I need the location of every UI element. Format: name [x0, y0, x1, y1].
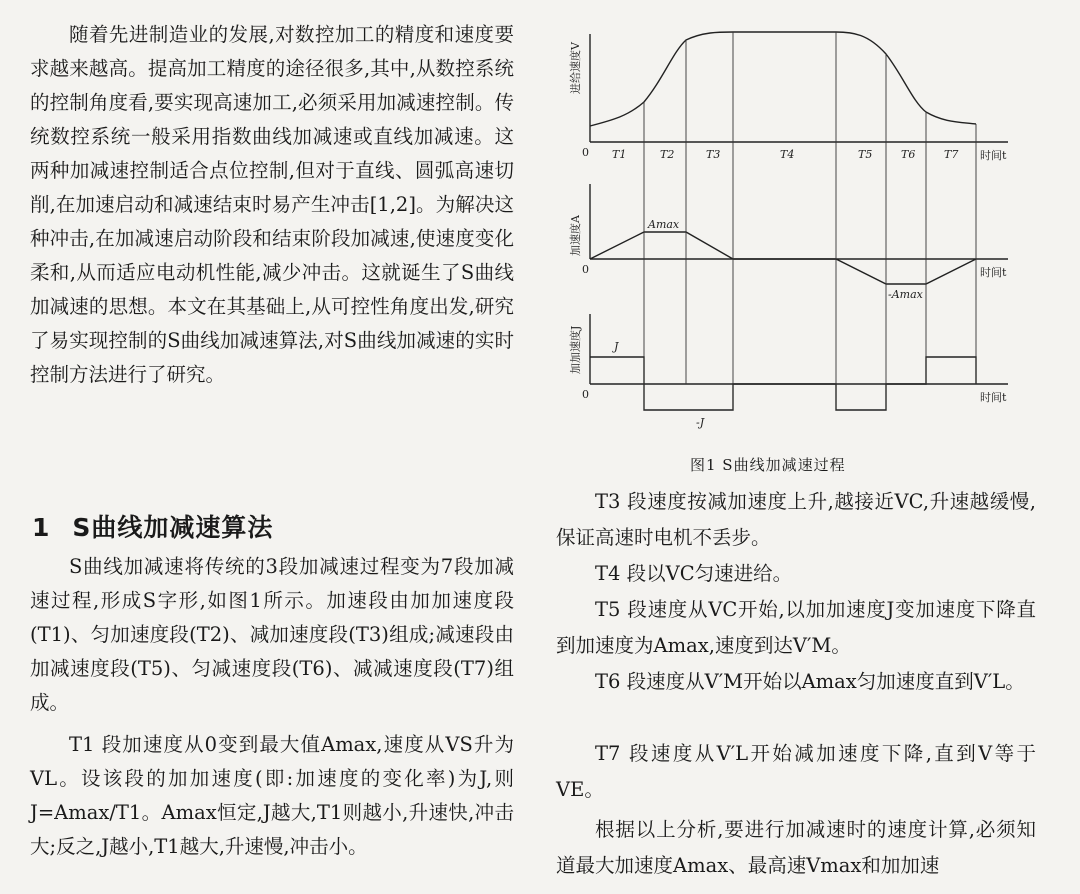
velocity-time-label: 时间t — [980, 149, 1007, 162]
intro-paragraph: 随着先进制造业的发展,对数控加工的精度和速度要求越来越高。提高加工精度的途径很多,其中,从数控系统的控制角度看,要实现高速加工,必须采用加减速控制。传统数控系统一般采用指数曲线加减速或直线加减速。这两种加减速控制适合点位控制,但对于直线、圆弧高速切削,在加速启动和减速结束时易产生冲击[1,2]。为解决这种冲击,在加减速启动阶段和结束阶段加减速,使速度变化柔和,从而适应电动机性能,减少冲击。这就诞生了S曲线加减速的思想。本文在其基础上,从可控性角度出发,研究了易实现控制的S曲线加减速算法,对S曲线加减速的实时控制方法进行了研究。 — [30, 23, 514, 386]
jerk-origin: 0 — [582, 388, 589, 401]
right-paragraph-2: T4 段以VC匀速进给。 — [595, 562, 793, 585]
seg-label-t5: T5 — [858, 148, 873, 161]
right-paragraph-1: T3 段速度按减加速度上升,越接近VC,升速越缓慢,保证高速时电机不丢步。 — [556, 490, 1036, 549]
figure-caption: 图1 S曲线加减速过程 — [690, 456, 846, 474]
seg-label-t3: T3 — [706, 148, 721, 161]
velocity-axis-label: 进给速度V — [569, 42, 582, 94]
amax-label: Amax — [648, 218, 680, 231]
right-paragraph-4: T6 段速度从V′M开始以Amax匀加速度直到V′L。 — [595, 670, 1025, 693]
neg-amax-label: -Amax — [888, 288, 923, 301]
jerk-axis-label: 加加速度J — [569, 325, 582, 374]
right-paragraph-5: T7 段速度从V′L开始减加速度下降,直到V等于VE。 — [556, 742, 1036, 801]
acceleration-time-label: 时间t — [980, 266, 1007, 279]
section-paragraph-2: T1 段加速度从0变到最大值Amax,速度从VS升为VL。设该段的加加速度(即:加速度的变化率)为J,则J=Amax/T1。Amax恒定,J越大,T1则越小,升速快,冲击大;反之,J越小,T1越大,升速慢,冲击小。 — [30, 733, 514, 858]
seg-label-t6: T6 — [901, 148, 916, 161]
seg-label-t4: T4 — [780, 148, 795, 161]
velocity-origin: 0 — [582, 146, 589, 159]
acceleration-curve — [590, 232, 976, 284]
acceleration-origin: 0 — [582, 263, 589, 276]
right-paragraph-3: T5 段速度从VC开始,以加加速度J变加速度下降直到加速度为Amax,速度到达V′M。 — [556, 598, 1036, 657]
section-paragraph-1: S曲线加减速将传统的3段加减速过程变为7段加减速过程,形成S字形,如图1所示。加速段由加加速度段(T1)、匀加速度段(T2)、减加速度段(T3)组成;减速段由加减速度段(T5)、匀减速度段(T6)、减减速度段(T7)组成。 — [30, 555, 514, 714]
j-label: J — [614, 340, 619, 353]
seg-label-t7: T7 — [944, 148, 959, 161]
neg-j-label: -J — [696, 416, 705, 429]
jerk-time-label: 时间t — [980, 391, 1007, 404]
velocity-curve — [590, 32, 976, 126]
section-title: S曲线加减速算法 — [72, 513, 274, 542]
s-curve-figure — [568, 24, 1038, 444]
section-number: 1 — [32, 513, 51, 542]
seg-label-t2: T2 — [660, 148, 675, 161]
seg-label-t1: T1 — [612, 148, 627, 161]
right-paragraph-6: 根据以上分析,要进行加减速时的速度计算,必须知道最大加速度Amax、最高速Vmax和加加速 — [556, 818, 1036, 877]
acceleration-axis-label: 加速度A — [569, 215, 582, 256]
section-heading — [32, 508, 273, 544]
